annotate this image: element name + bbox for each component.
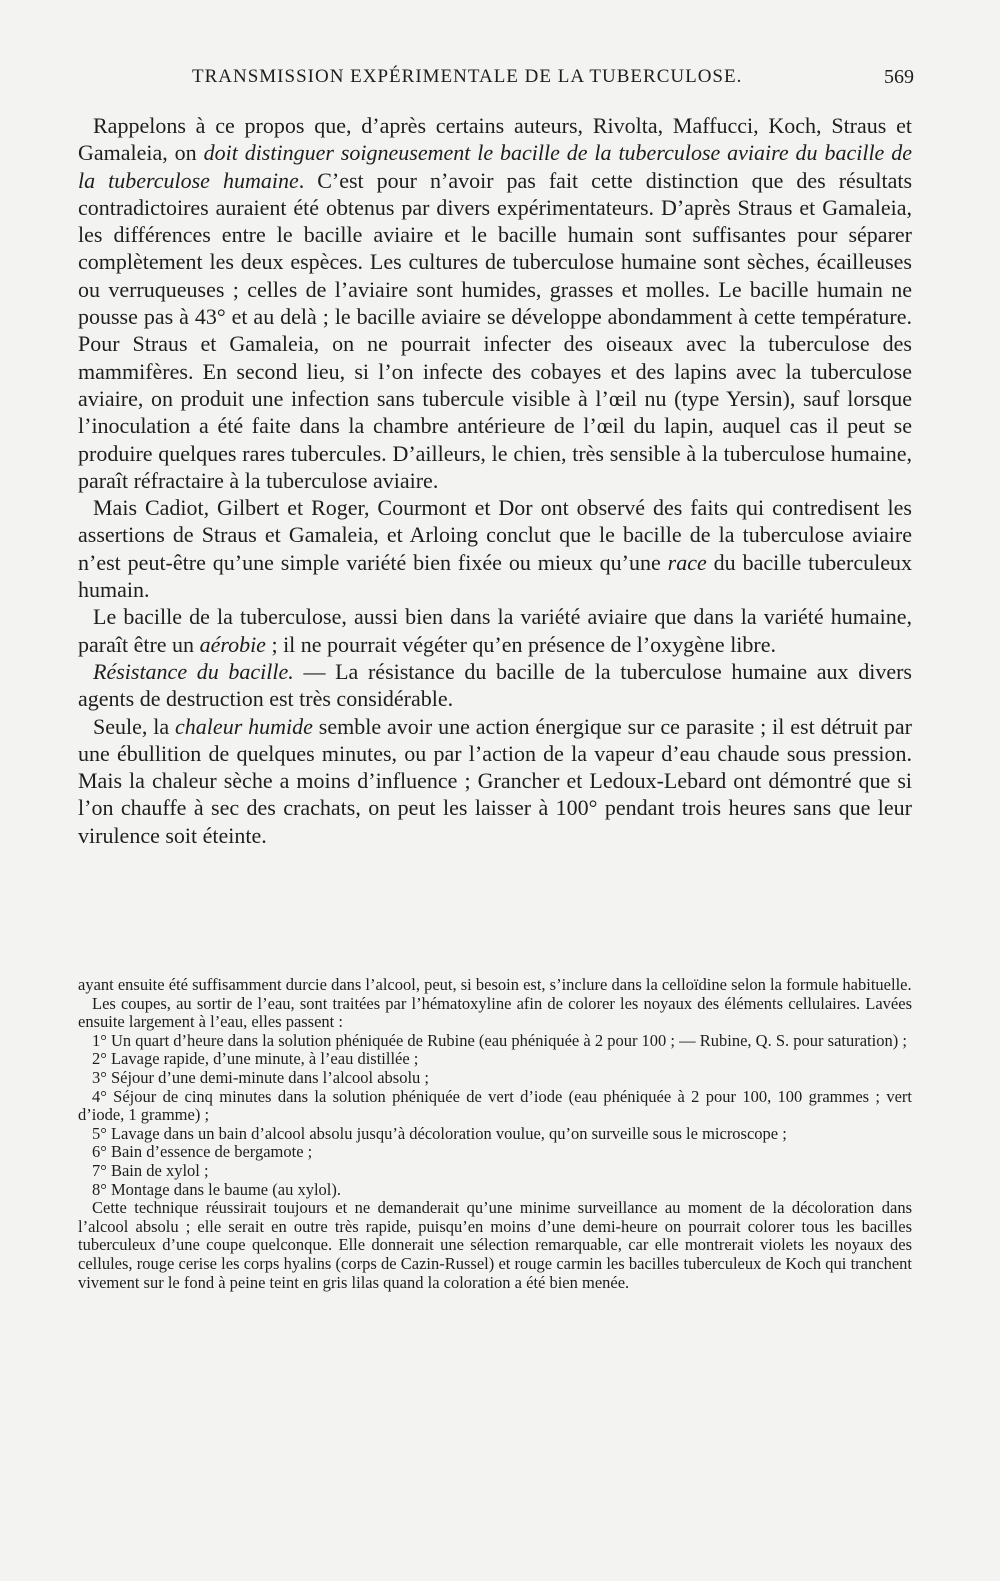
footnote-list-item: 2° Lavage rapide, d’une minute, à l’eau distillée ; xyxy=(92,1049,419,1069)
text-run: Seule, la xyxy=(93,713,176,739)
text-run: du bacille tuberculeux humain. xyxy=(78,549,912,603)
body-paragraph xyxy=(78,494,912,603)
footnote-paragraph: Cette technique réussirait toujours et ne demanderait qu’une minime surveillance au moment de la décoloration dans l’alcool absolu ; elle serait en outre très rapide, puisqu’en moins d’une demi-heure on pourrait colorer tous les bacilles tuberculeux d’une coupe quelconque. Elle donnerait une sélection remarquable, car elle montrerait violets les noyaux des cellules, rouge cerise les corps hyalins (corps de Cazin-Russel) et rouge carmin les bacilles tuberculeux de Koch qui tranchent vivement sur le fond à peine teint en gris lilas quand la coloration a été bien menée. xyxy=(78,1198,912,1292)
text-run: semble avoir une action énergique sur ce parasite ; il est détruit par une ébullition de quelques minutes, ou par l’action de la vapeur d’eau chaude sous pression. Mais la chaleur sèche a moins d’influence ; Grancher et Ledoux-Lebard ont démontré que si l’on chauffe à sec des crachats, on peut les laisser à 100° pendant trois heures sans que leur virulence soit éteinte. xyxy=(78,713,912,848)
footnote-list-item: 3° Séjour d’une demi-minute dans l’alcool absolu ; xyxy=(92,1067,429,1087)
body-paragraph xyxy=(78,603,912,658)
text-run: — La résistance du bacille de la tuberculose humaine aux divers agents de destruction est très considérable. xyxy=(78,658,912,712)
body-paragraph xyxy=(78,112,912,494)
footnote-list-item: 1° Un quart d’heure dans la solution phéniquée de Rubine (eau phéniquée à 2 pour 100 ; — Rubine, Q. S. pour saturation) ; xyxy=(92,1030,907,1050)
italic-text: Résistance du bacille. xyxy=(93,658,294,684)
footnote-list-item: 8° Montage dans le baume (au xylol). xyxy=(92,1179,341,1199)
text-run: . C’est pour n’avoir pas fait cette distinction que des résultats contradictoires auraient été obtenus par divers expérimentateurs. D’après Straus et Gamaleia, les différences entre le bacille aviaire et le bacille humain sont suffisantes pour séparer complètement les deux espèces. Les cultures de tuberculose humaine sont sèches, écailleuses ou verruqueuses ; celles de l’aviaire sont humides, grasses et molles. Le bacille humain ne pousse pas à 43° et au delà ; le bacille aviaire se développe abondamment à cette température. Pour Straus et Gamaleia, on ne pourrait infecter des oiseaux avec la tuberculose des mammifères. En second lieu, si l’on infecte des cobayes et des lapins avec la tuberculose aviaire, on produit une infection sans tubercule visible à l’œil nu (type Yersin), sauf lorsque l’inoculation a été faite dans la chambre antérieure de l’œil du lapin, auquel cas il peut se produire quelques rares tubercules. D’ailleurs, le chien, très sensible à la tuberculose humaine, paraît réfractaire à la tuberculose aviaire. xyxy=(78,167,913,493)
text-run: ; il ne pourrait végéter qu’en présence de l’oxygène libre. xyxy=(265,631,777,657)
page-number: 569 xyxy=(884,66,914,88)
footnote-list-item: 4° Séjour de cinq minutes dans la solution phéniquée de vert d’iode (eau phéniquée à 2 pour 100, 100 grammes ; vert d’iode, 1 gramme) ; xyxy=(78,1086,912,1125)
footnote-paragraph: Les coupes, au sortir de l’eau, sont traitées par l’hématoxyline afin de colorer les noyaux des éléments cellulaires. Lavées ensuite largement à l’eau, elles passent : xyxy=(78,993,912,1032)
running-title: TRANSMISSION EXPÉRIMENTALE DE LA TUBERCULOSE. xyxy=(192,66,743,87)
text-run: Mais Cadiot, Gilbert et Roger, Courmont et Dor ont observé des faits qui contredisent les assertions de Straus et Gamaleia, et Arloing conclut que le bacille de la tuberculose aviaire n’est peut-être qu’une simple variété bien fixée ou mieux qu’une xyxy=(78,495,912,575)
italic-text: doit distinguer soigneusement le bacille de la tuberculose aviaire du bacille de la tuberculose humaine xyxy=(78,140,912,193)
text-run: Rappelons à ce propos que, d’après certains auteurs, Rivolta, Maffucci, Koch, Straus et Gamaleia, on xyxy=(78,113,912,166)
footnote-text xyxy=(78,976,912,1292)
footnote-list-item: 6° Bain d’essence de bergamote ; xyxy=(92,1142,313,1162)
footnote-list-item: 5° Lavage dans un bain d’alcool absolu jusqu’à décoloration voulue, qu’on surveille sous le microscope ; xyxy=(92,1123,787,1143)
italic-text: chaleur humide xyxy=(175,713,313,739)
body-paragraph xyxy=(78,713,912,849)
page-header xyxy=(80,66,918,96)
main-text xyxy=(78,112,912,849)
body-paragraph xyxy=(78,658,912,713)
text-run: Le bacille de la tuberculose, aussi bien dans la variété aviaire que dans la variété humaine, paraît être un xyxy=(78,604,912,657)
footnote-paragraph: ayant ensuite été suffisamment durcie dans l’alcool, peut, si besoin est, s’inclure dans la celloïdine selon la formule habituelle. xyxy=(78,975,912,994)
footnote-list-item: 7° Bain de xylol ; xyxy=(92,1160,209,1180)
italic-text: race xyxy=(667,549,707,575)
italic-text: aérobie xyxy=(199,631,266,657)
